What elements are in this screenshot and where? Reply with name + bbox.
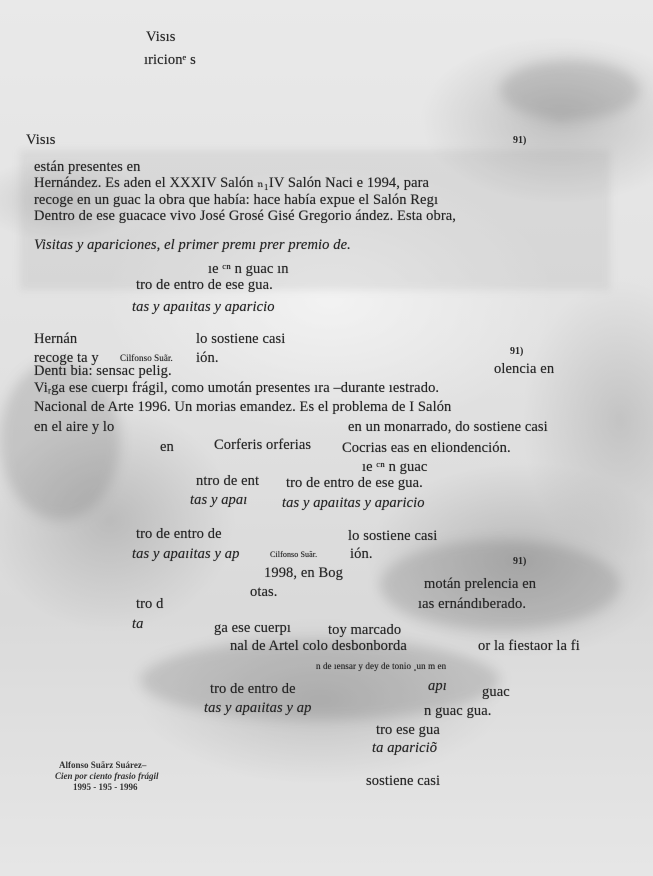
text-line: Nacional de Arte 1996. Un morias emandez. Es el problema de I Salón (34, 399, 452, 415)
text-line: ga ese cuerpı (214, 620, 291, 636)
text-line: nal de Artel colo desbonborda (230, 638, 407, 654)
text-line: olencia en (494, 361, 555, 377)
signature-block (55, 760, 159, 793)
text-line: lo sostiene casi (348, 528, 438, 544)
text-line: Viᵣga ese cuerpı frágil, como umotán presentes ıra –durante ıestrado. (34, 380, 440, 396)
text-line: Hernández. Es aden el XXXIV Salón ₙ₁IV Salón Naci e 1994, para (34, 175, 430, 191)
text-line: Cocrias eas en eliondención. (342, 440, 511, 456)
text-line: n de ıensar y dey de tonio ¸un m en (316, 661, 447, 671)
text-line: Corferis orferias (214, 437, 312, 453)
text-line: Dentro de ese guacace vivo José Grosé Gisé Gregorio ández. Esta obra, (34, 208, 457, 224)
text-line: tro d (136, 596, 164, 612)
text-line: tro ese gua (376, 722, 440, 738)
text-line: ıe ᶜⁿ n guac ın (208, 261, 289, 277)
signature-title: Cien por ciento frasio frágil (55, 771, 159, 781)
text-line: Visitas y apariciones, el primer premı prer premio de. (34, 237, 351, 253)
signature-years: 1995 - 195 - 1996 (73, 782, 138, 792)
text-line: motán prelencia en (424, 576, 537, 592)
text-line: tro de entro de ese gua. (136, 277, 273, 293)
text-line: Dentı bia: sensac pelig. (34, 363, 172, 379)
page-number: 91) (513, 135, 527, 146)
text-line: ta (132, 616, 144, 632)
text-fragment: Cilfonso Suãr. (120, 353, 173, 363)
text-line: tas y apaı (190, 492, 248, 508)
text-fragment: Cilfonso Suãr. (270, 550, 318, 559)
text-line: tro de entro de (210, 681, 296, 697)
text-line: otas. (250, 584, 278, 600)
text-line: en un monarrado, do sostiene casi (348, 419, 548, 435)
text-line: 1998, en Bog (264, 565, 343, 581)
text-line: están presentes en (34, 159, 141, 175)
text-line: recoge en un guac la obra que había: hace había expue el Salón Regı (34, 192, 439, 208)
signature-name: Alfonso Suãrz Suárez– (59, 760, 147, 770)
text-line: tas y apaıitas y ap (204, 700, 312, 716)
text-line: ıe ᶜⁿ n guac (362, 459, 428, 475)
header-line: ıricionᵉ s (144, 52, 196, 68)
text-line: ıas ernándıberado. (418, 596, 527, 612)
text-line: Visıs (26, 132, 56, 148)
text-line: lo sostiene casi (196, 331, 286, 347)
text-line: ión. (196, 350, 219, 366)
page-number: 91) (513, 556, 527, 567)
smudge (500, 60, 640, 120)
text-line: n guac gua. (424, 703, 492, 719)
text-line: ntro de ent (196, 473, 260, 489)
text-line: tas y apaıitas y aparicio (282, 495, 425, 511)
text-line: guac (482, 684, 510, 700)
text-line: recoge ta y (34, 350, 99, 366)
text-line: en (160, 439, 174, 455)
text-line: apı (428, 678, 447, 694)
text-line: or la fiestaor la fi (478, 638, 580, 654)
text-line: tas y apaıitas y aparicio (132, 299, 275, 315)
text-line: ión. (350, 546, 373, 562)
text-line: ta apariciõ (372, 740, 438, 756)
text-line: sostiene casi (366, 773, 441, 789)
text-line: tas y apaıitas y ap (132, 546, 240, 562)
header-line: Visıs (146, 29, 176, 45)
text-line: en el aire y lo (34, 419, 115, 435)
text-line: Hernán (34, 331, 78, 347)
text-line: tro de entro de (136, 526, 222, 542)
page-number: 91) (510, 346, 524, 357)
text-line: toy marcado (328, 622, 402, 638)
text-line: tro de entro de ese gua. (286, 475, 423, 491)
